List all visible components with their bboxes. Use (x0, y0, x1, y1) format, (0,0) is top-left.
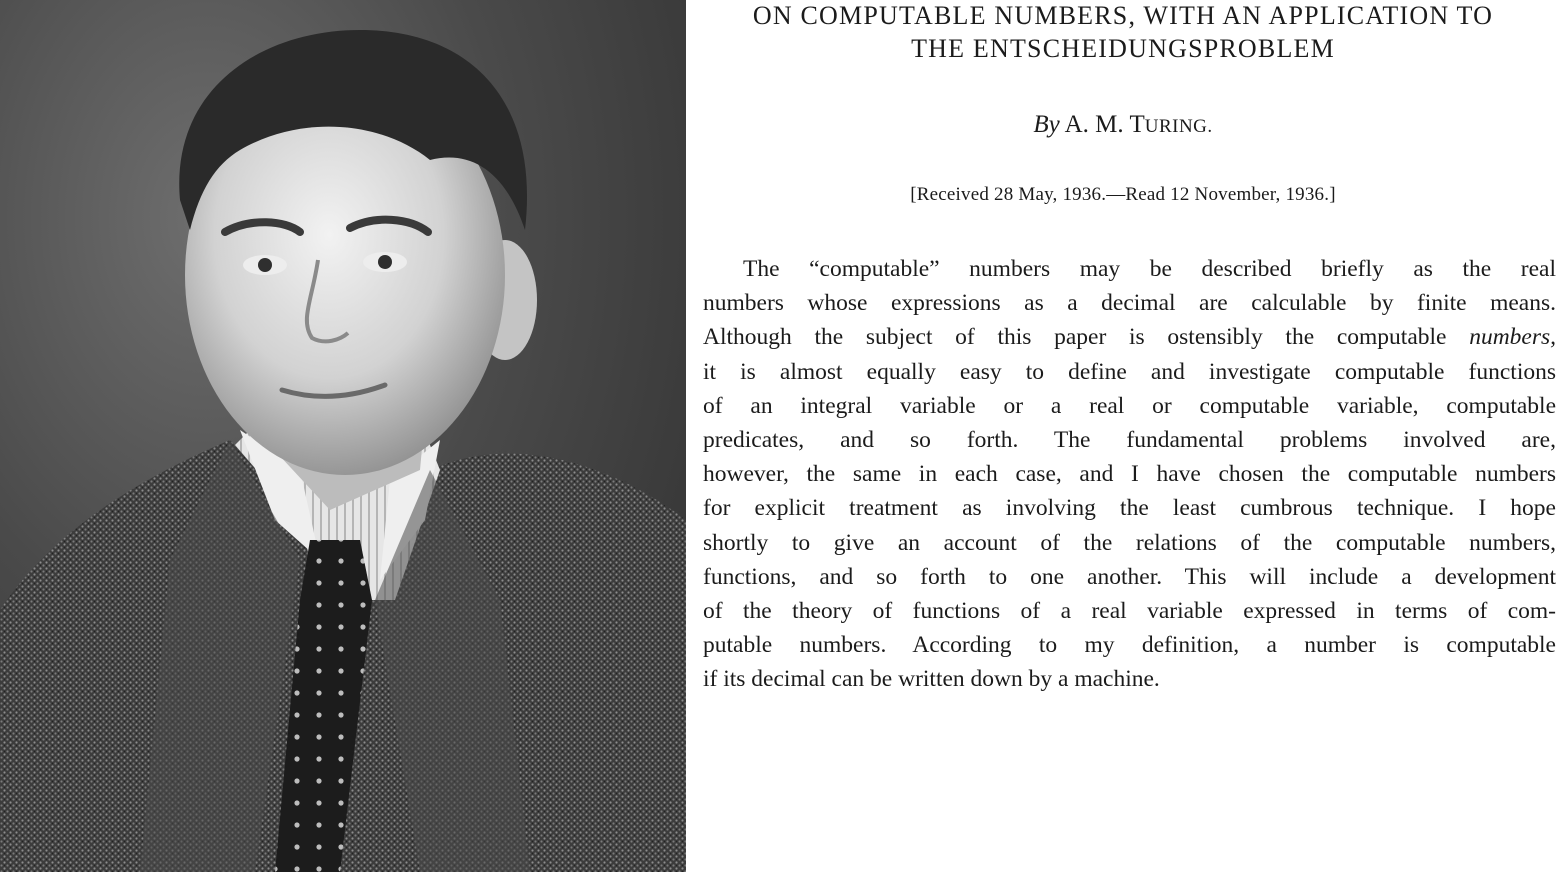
abstract-line: of an integral variable or a real or computable variable, computable (703, 392, 1556, 419)
abstract-line: predicates, and so forth. The fundamental problems involved are, (703, 426, 1556, 453)
portrait-illustration (0, 0, 686, 872)
abstract-line: putable numbers. According to my definition, a number is computable (703, 632, 1556, 659)
paper-title-line-2: THE ENTSCHEIDUNGSPROBLEM (911, 34, 1335, 63)
author-byline (686, 111, 1560, 139)
abstract-line: for explicit treatment as involving the least cumbrous technique. I hope (703, 495, 1556, 522)
abstract-line (703, 320, 1556, 354)
paper-title-line-1: ON COMPUTABLE NUMBERS, WITH AN APPLICATION TO (752, 1, 1494, 30)
abstract-line: it is almost equally easy to define and investigate computable functions (703, 358, 1556, 385)
byline-surname-smallcaps: URING. (1144, 116, 1213, 137)
byline-prefix: By (1033, 111, 1060, 138)
abstract-line-text: Although the subject of this paper is ostensibly the computable (703, 324, 1447, 351)
italic-word: numbers, (1469, 324, 1556, 351)
abstract-line: shortly to give an account of the relations of the computable numbers, (703, 529, 1556, 556)
paper-page (686, 0, 1560, 872)
abstract-line: numbers whose expressions as a decimal are calculable by finite means. (703, 290, 1556, 317)
abstract-line: of the theory of functions of a real variable expressed in terms of com- (703, 597, 1556, 624)
abstract-line: however, the same in each case, and I have chosen the computable numbers (703, 461, 1556, 488)
received-date-line: [Received 28 May, 1936.—Read 12 November, 1936.] (910, 184, 1336, 205)
abstract-line: if its decimal can be written down by a machine. (703, 666, 1160, 693)
abstract-line: functions, and so forth to one another. This will include a development (703, 563, 1556, 590)
portrait-photo (0, 0, 686, 872)
byline-initials: A. M. T (1064, 111, 1145, 138)
abstract-paragraph (703, 252, 1556, 696)
abstract-line: The “computable” numbers may be described briefly as the real (743, 256, 1556, 282)
